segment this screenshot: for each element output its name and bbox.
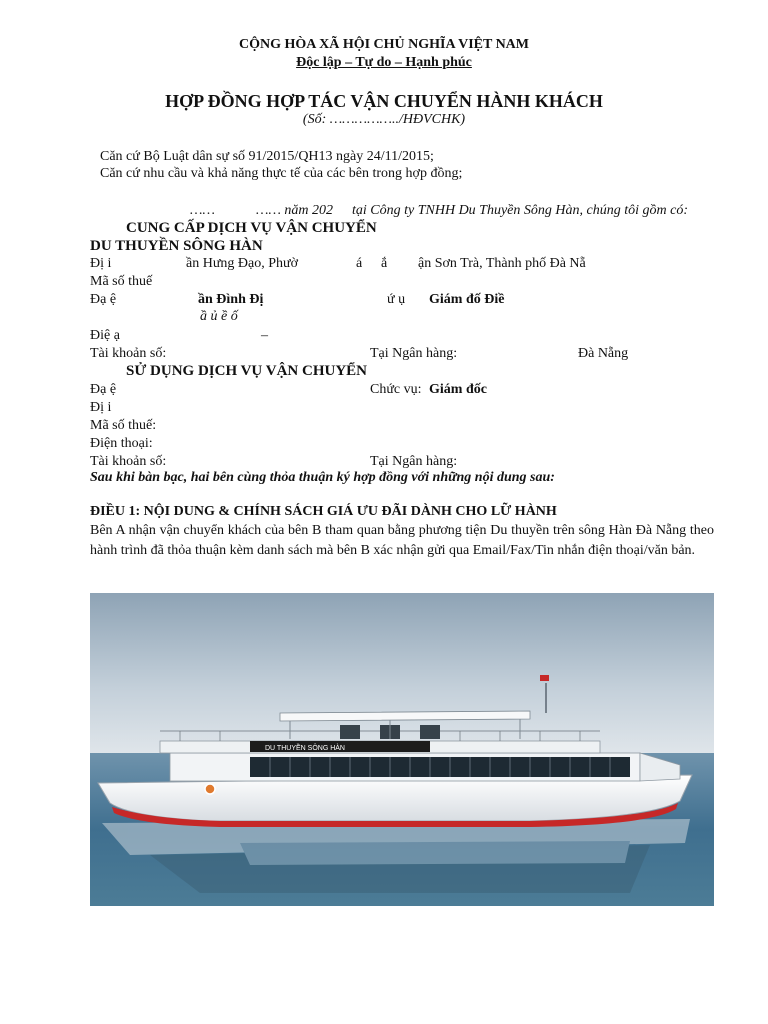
party-a-bank-label: Tại Ngân hàng: [370, 346, 458, 361]
article-1-body: Bên A nhận vận chuyển khách của bên B tham quan bằng phương tiện Du thuyền trên sông Hàn Đà Nẵng theo hành trình đã thỏa thuận kèm danh sách mà bên B xác nhận gửi qua Email/Fax/Tin nhắn điện thoại/văn bản. [90, 523, 714, 558]
party-b-account-label: Tài khoản số: [90, 454, 167, 469]
meeting-place: tại Công ty TNHH Du Thuyền Sông Hàn, chúng tôi gồm có: [352, 203, 688, 218]
main-cabin [170, 753, 680, 781]
party-a-tax-label: Mã số thuế [90, 274, 153, 289]
party-a-rep-label: Đạ ệ [90, 292, 117, 307]
party-a-phone-label: Điệ ạ [90, 328, 120, 343]
party-a-address-c: ắ [381, 256, 388, 271]
party-a-company: DU THUYỀN SÔNG HÀN [90, 238, 263, 254]
party-a-heading: CUNG CẤP DỊCH VỤ VẬN CHUYỂN [126, 220, 377, 236]
party-a-address-a: ần Hưng Đạo, Phườ [186, 256, 299, 271]
party-b-bank-label: Tại Ngân hàng: [370, 454, 458, 469]
article-1-heading: ĐIỀU 1: NỘI DUNG & CHÍNH SÁCH GIÁ ƯU ĐÃI DÀNH CHO LỮ HÀNH [90, 504, 557, 519]
party-a-account-label: Tài khoản số: [90, 346, 167, 361]
boat-reflection [102, 819, 690, 893]
party-b-heading: SỬ DỤNG DỊCH VỤ VẬN CHUYỂN [126, 363, 367, 379]
motto: Độc lập – Tự do – Hạnh phúc [296, 55, 472, 70]
party-a-diacritics: ầ ủ ề ố [200, 309, 238, 324]
contract-title: HỢP ĐỒNG HỢP TÁC VẬN CHUYỂN HÀNH KHÁCH [165, 91, 603, 111]
date-blank-1: …… [190, 203, 215, 218]
basis-line-2: Căn cứ nhu cầu và khả năng thực tế của các bên trong hợp đồng; [100, 166, 463, 181]
party-a-phone-dash: – [261, 328, 268, 343]
party-a-address-b: á [356, 256, 363, 271]
life-ring [205, 784, 215, 794]
party-b-phone-label: Điện thoại: [90, 436, 153, 451]
party-b-position: Giám đốc [429, 382, 487, 397]
contract-number: (Số: ……………../HĐVCHK) [302, 112, 466, 127]
party-a-address-d: ận Sơn Trà, Thành phố Đà Nẵ [418, 256, 586, 271]
boat-sign-text: DU THUYỀN SÔNG HÀN [265, 745, 345, 752]
party-a-rep-name: ần Đình Đị [198, 292, 264, 307]
party-b-tax-label: Mã số thuế: [90, 418, 157, 433]
cruise-boat-photo [90, 593, 714, 906]
flag [540, 675, 549, 681]
party-a-position-label: ứ ụ [387, 292, 406, 307]
basis-line-1: Căn cứ Bộ Luật dân sự số 91/2015/QH13 ngày 24/11/2015; [100, 149, 434, 164]
date-blank-2: …… năm 202 [256, 203, 334, 218]
sky [90, 593, 714, 753]
party-b-rep-label: Đạ ệ [90, 382, 117, 397]
party-b-address-label: Đị i [90, 400, 112, 415]
party-b-position-label: Chức vụ: [370, 382, 422, 397]
party-a-address-label: Đị i [90, 256, 112, 271]
boat-hull [98, 775, 692, 827]
agreement-line: Sau khi bàn bạc, hai bên cùng thỏa thuận ký hợp đồng với những nội dung sau: [90, 470, 555, 485]
party-a-position: Giám đố Điề [429, 292, 505, 307]
party-a-bank-city: Đà Nẵng [578, 346, 629, 361]
nation-header: CỘNG HÒA XÃ HỘI CHỦ NGHĨA VIỆT NAM [238, 37, 529, 52]
